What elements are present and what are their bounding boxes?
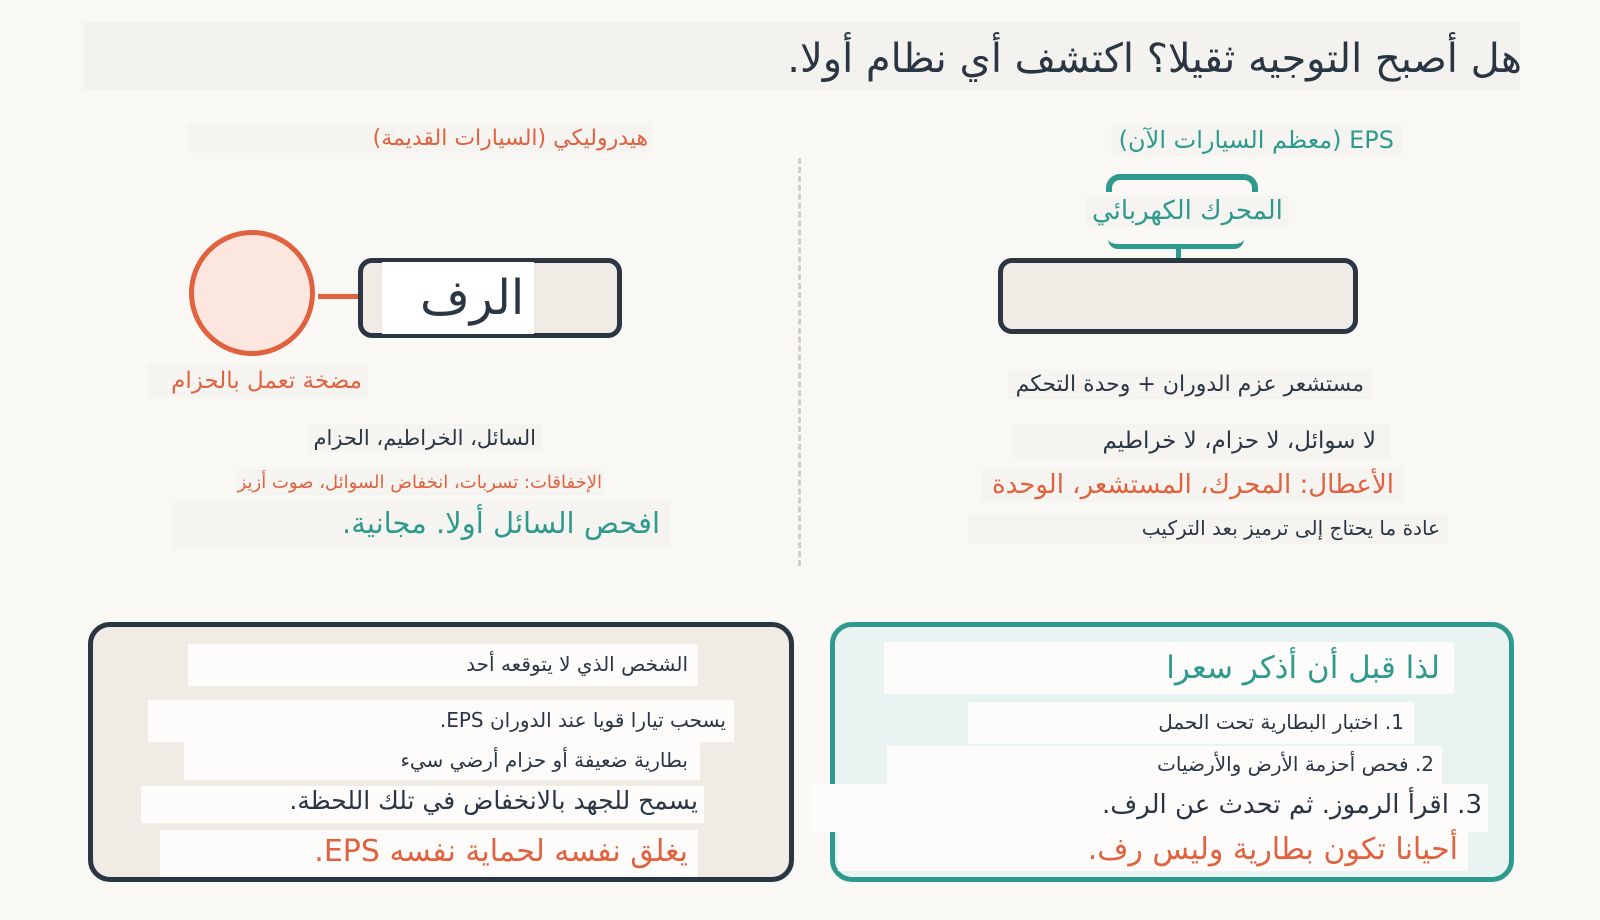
section-divider [798, 158, 801, 566]
pump-clip [180, 222, 330, 360]
pump-connector [318, 294, 360, 299]
page-title: هل أصبح التوجيه ثقيلا؟ اكتشف أي نظام أولا. [787, 36, 1522, 82]
card-right-step: 3. اقرأ الرموز. ثم تحدث عن الرف. [812, 784, 1488, 832]
pump-circle [189, 230, 315, 356]
hydraulic-faults-text: الإخفاقات: تسربات، انخفاض السوائل، صوت أزيز [237, 472, 602, 493]
card-left-title: الشخص الذي لا يتوقعه أحد [188, 644, 698, 686]
eps-fluids-text: لا سوائل، لا حزام، لا خراطيم [1012, 424, 1390, 458]
card-right-title: لذا قبل أن أذكر سعرا [884, 642, 1454, 694]
eps-heading: EPS (معظم السيارات الآن) [1111, 124, 1402, 156]
card-right-step: 2. فحص أحزمة الأرض والأرضيات [887, 746, 1442, 784]
eps-faults-text: الأعطال: المحرك، المستشعر، الوحدة [982, 468, 1404, 502]
pump-label: مضخة تعمل بالحزام [147, 364, 368, 398]
torque-sensor-label: مستشعر عزم الدوران + وحدة التحكم [1008, 370, 1372, 399]
rack-label: الرف [420, 270, 525, 326]
card-left-conclusion: يغلق نفسه لحماية نفسه EPS. [160, 830, 698, 877]
card-right-conclusion: أحيانا تكون بطارية وليس رف. [838, 828, 1468, 871]
card-left-line: بطارية ضعيفة أو حزام أرضي سيء [184, 742, 700, 780]
hydraulic-fluids-text: السائل، الخراطيم، الحزام [308, 424, 542, 452]
motor-shape [1106, 174, 1258, 192]
electric-motor-label: المحرك الكهربائي [1086, 196, 1289, 226]
hydraulic-heading: هيدروليكي (السيارات القديمة) [187, 124, 652, 153]
hydraulic-tip: افحص السائل أولا. مجانية. [172, 502, 670, 548]
card-left-line: يسحب تيارا قويا عند الدوران EPS. [148, 700, 734, 742]
card-right-step: 1. اختبار البطارية تحت الحمل [968, 702, 1414, 744]
card-left-line: يسمح للجهد بالانخفاض في تلك اللحظة. [141, 786, 704, 823]
eps-steering-rack [998, 258, 1358, 334]
eps-coding-note: عادة ما يحتاج إلى ترميز بعد التركيب [968, 514, 1448, 544]
